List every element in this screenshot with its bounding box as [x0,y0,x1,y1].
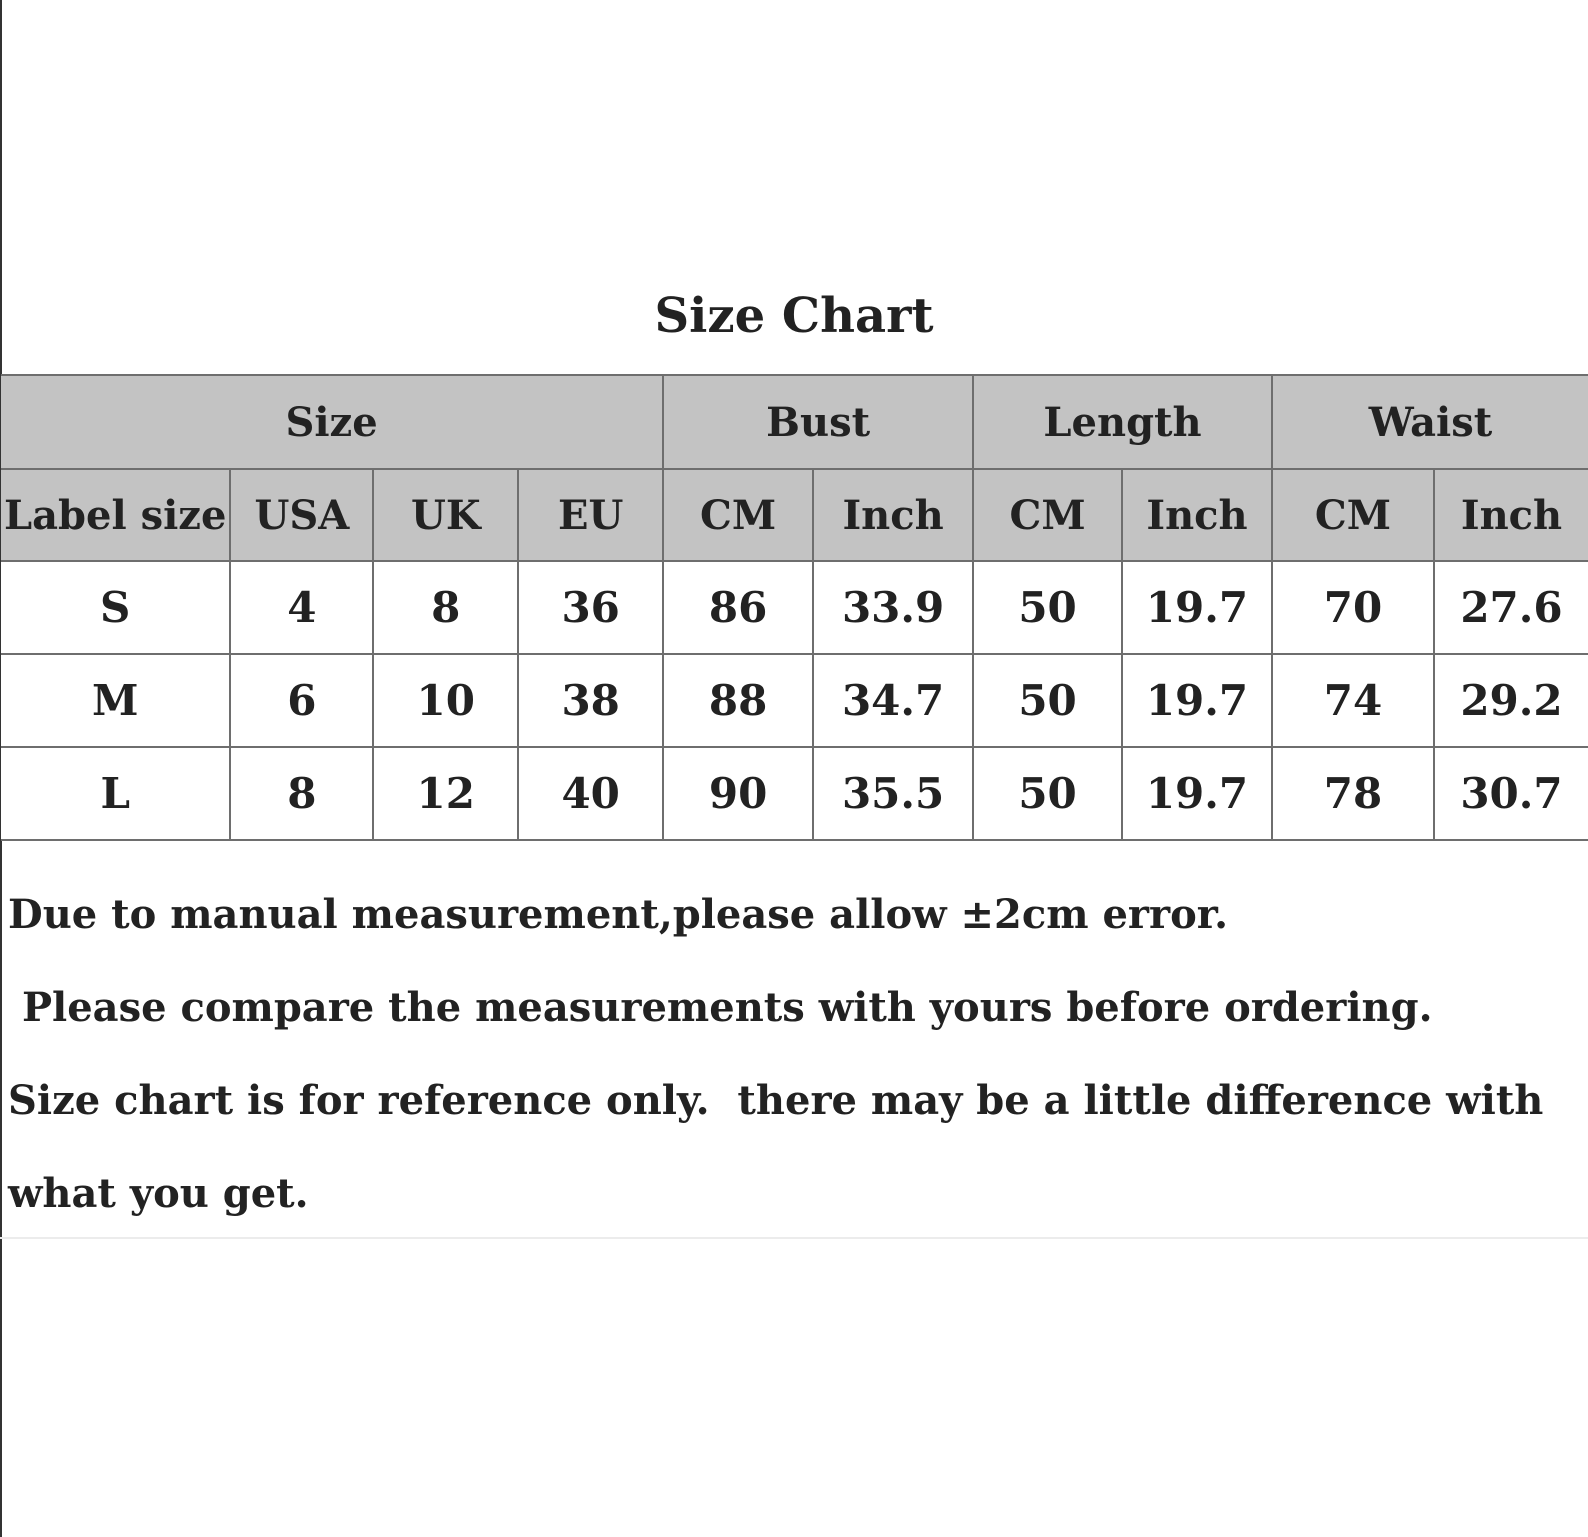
header-waist-cm: CM [1272,469,1434,561]
table-row [1,747,1588,840]
cell-usa: 6 [230,654,373,747]
cell-length-cm: 50 [973,561,1122,654]
cell-eu: 38 [518,654,663,747]
cell-length-cm: 50 [973,654,1122,747]
table-row [1,654,1588,747]
cell-label-size: M [1,654,230,747]
header-bust-inch: Inch [813,469,973,561]
cell-waist-cm: 74 [1272,654,1434,747]
divider [0,1237,1588,1239]
cell-bust-inch: 34.7 [813,654,973,747]
cell-length-cm: 50 [973,747,1122,840]
note-measurement-error: Due to manual measurement,please allow ±2cm error. [8,891,1229,938]
header-length-inch: Inch [1122,469,1272,561]
header-uk: UK [373,469,518,561]
cell-length-inch: 19.7 [1122,747,1272,840]
group-header-row [1,375,1588,469]
group-waist: Waist [1272,375,1588,469]
cell-uk: 10 [373,654,518,747]
cell-bust-cm: 86 [663,561,813,654]
cell-waist-inch: 29.2 [1434,654,1588,747]
header-bust-cm: CM [663,469,813,561]
page-title: Size Chart [654,288,934,344]
cell-bust-inch: 33.9 [813,561,973,654]
group-size: Size [1,375,663,469]
cell-uk: 12 [373,747,518,840]
cell-bust-inch: 35.5 [813,747,973,840]
header-length-cm: CM [973,469,1122,561]
size-chart-table [1,374,1588,841]
table-row [1,561,1588,654]
header-label-size: Label size [1,469,230,561]
cell-waist-inch: 30.7 [1434,747,1588,840]
header-eu: EU [518,469,663,561]
note-reference-only: Size chart is for reference only. there may be a little difference with what you get. [8,1077,1558,1217]
notes-section [8,868,1578,1240]
cell-waist-inch: 27.6 [1434,561,1588,654]
group-bust: Bust [663,375,973,469]
cell-length-inch: 19.7 [1122,654,1272,747]
cell-waist-cm: 78 [1272,747,1434,840]
note-compare-measurements: Please compare the measurements with yours before ordering. [8,984,1433,1031]
cell-waist-cm: 70 [1272,561,1434,654]
cell-uk: 8 [373,561,518,654]
group-length: Length [973,375,1272,469]
cell-bust-cm: 88 [663,654,813,747]
header-waist-inch: Inch [1434,469,1588,561]
cell-usa: 8 [230,747,373,840]
unit-header-row [1,469,1588,561]
cell-bust-cm: 90 [663,747,813,840]
cell-eu: 36 [518,561,663,654]
cell-usa: 4 [230,561,373,654]
cell-eu: 40 [518,747,663,840]
cell-label-size: L [1,747,230,840]
header-usa: USA [230,469,373,561]
cell-length-inch: 19.7 [1122,561,1272,654]
cell-label-size: S [1,561,230,654]
